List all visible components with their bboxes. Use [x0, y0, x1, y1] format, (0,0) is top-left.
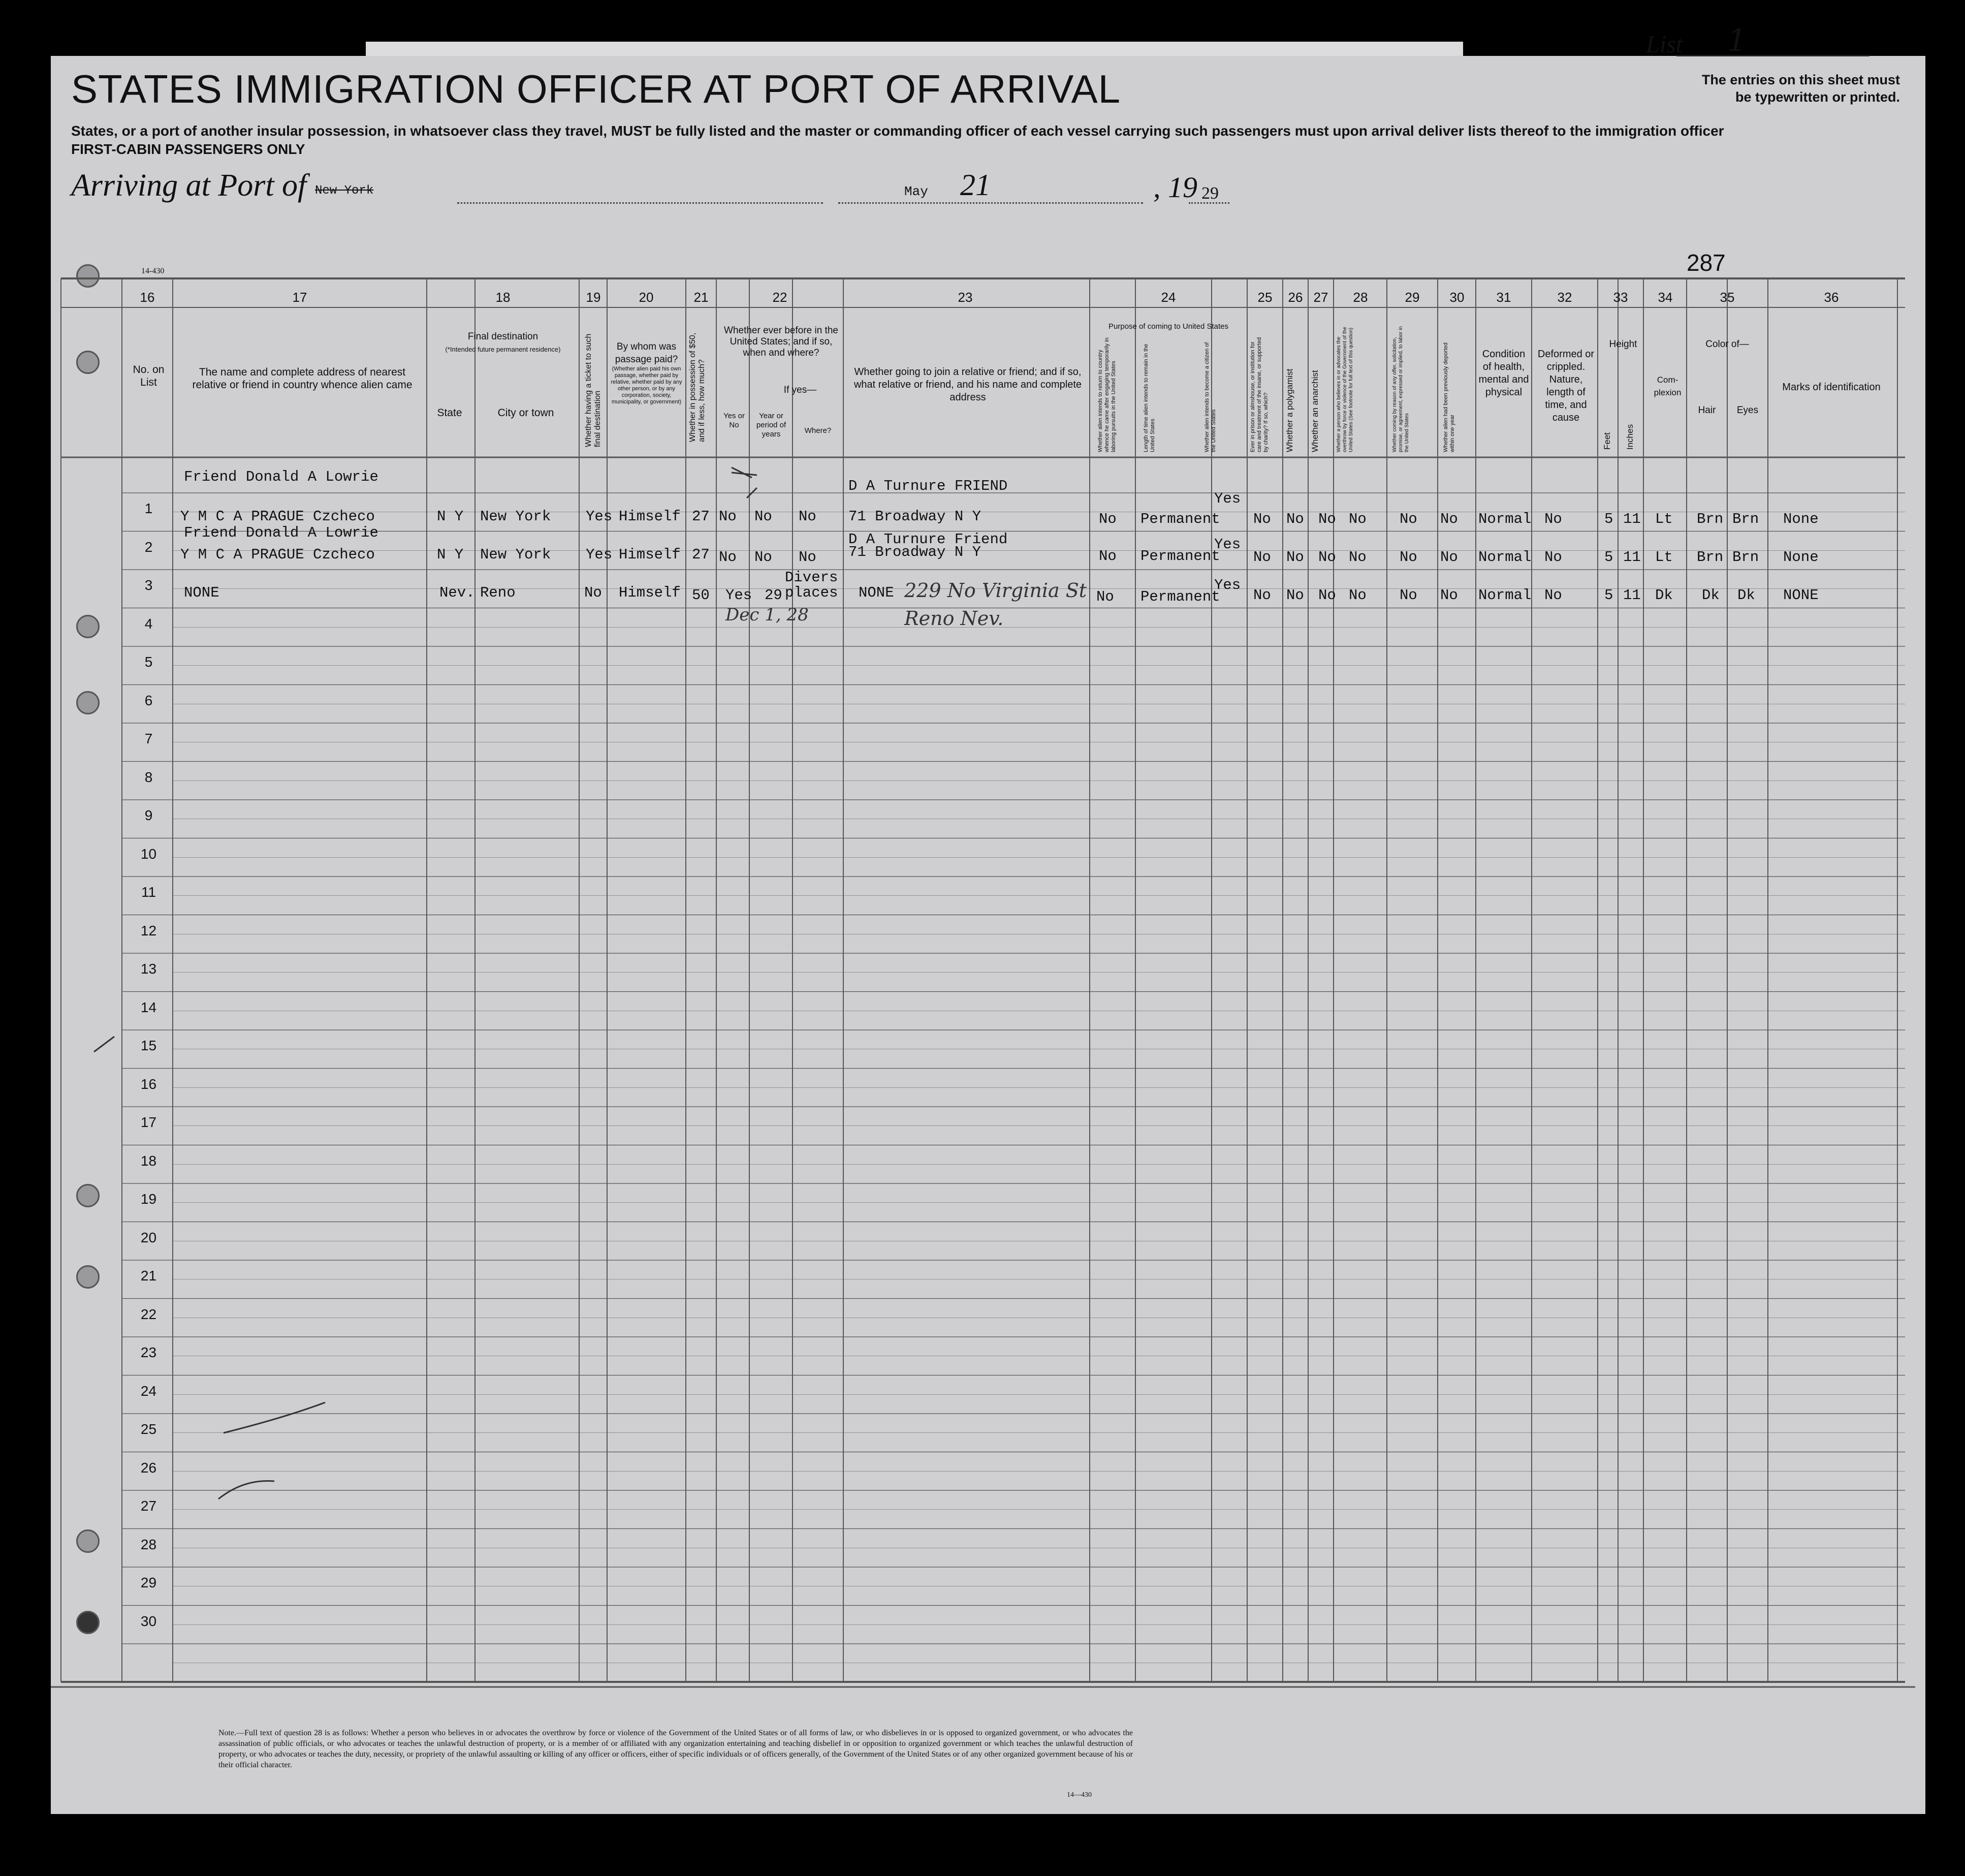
p3-hair: Dk: [1702, 587, 1720, 604]
header-health: Condition of health, mental and physical: [1478, 349, 1529, 398]
arriving-label: Arriving at Port of: [71, 168, 307, 203]
p2-length: Permanent: [1140, 548, 1220, 565]
punch-hole: [76, 1265, 100, 1289]
header-year-period: Year or period of years: [756, 412, 786, 439]
p2-anarchist: No: [1318, 549, 1336, 566]
row-number: 18: [140, 1152, 157, 1169]
sheet-number: 287: [1687, 249, 1726, 276]
arrival-year-prefix: , 19: [1153, 171, 1197, 204]
port-line: [457, 202, 823, 204]
row-number: 1: [144, 501, 153, 516]
p1-deformed: No: [1544, 511, 1562, 527]
p1-city: New York: [480, 508, 551, 525]
p3-complexion: Dk: [1655, 587, 1673, 604]
row-number: 9: [144, 807, 153, 823]
p1-health: Normal: [1478, 511, 1532, 527]
p1-col29: No: [1400, 511, 1417, 527]
p1-anarchist: No: [1318, 511, 1336, 527]
row-number: 2: [144, 539, 153, 555]
p1-col30: No: [1440, 511, 1458, 527]
typewritten-note: The entries on this sheet must be typewritten or printed.: [1701, 72, 1900, 105]
p2-deformed: No: [1544, 549, 1562, 566]
list-label: List: [1646, 31, 1683, 58]
row-number: 5: [144, 654, 153, 670]
header-polygamist: Whether a polygamist: [1285, 368, 1294, 452]
header-city: City or town: [497, 407, 554, 419]
punch-hole: [76, 691, 100, 714]
punch-hole: [76, 351, 100, 374]
header-col28: Whether a person who believes in or advocates the overthrow by force or violence of the Government of the United States (See footnote for full text of this question): [1336, 327, 1354, 452]
p3-health: Normal: [1478, 587, 1532, 604]
column-number: 24: [1161, 290, 1176, 305]
p1-relative-line1: Friend Donald A Lowrie: [184, 468, 378, 485]
column-number: 23: [958, 290, 973, 305]
p3-city: Reno: [480, 584, 516, 601]
p1-prison: No: [1253, 511, 1271, 527]
p1-hair: Brn: [1697, 511, 1724, 527]
p2-money: 27: [692, 546, 710, 563]
column-number: 27: [1313, 290, 1328, 305]
header-money: Whether in possession of $50, and if less, how much?: [688, 332, 706, 442]
column-number: 26: [1288, 290, 1303, 305]
p2-paid-by: Himself: [619, 546, 681, 563]
p1-polygamist: No: [1286, 511, 1304, 527]
row-number: 22: [140, 1306, 157, 1322]
header-purpose-return: Whether alien intends to return to country whence he came after engaging temporarily in laboring pursuits in the United States: [1097, 337, 1117, 452]
punch-hole: [76, 1611, 100, 1634]
row-number: 10: [140, 846, 157, 862]
row-number: 16: [140, 1076, 157, 1092]
p2-hair: Brn: [1697, 549, 1724, 566]
column-number: 16: [140, 290, 155, 305]
header-inches: Inches: [1625, 424, 1635, 450]
row-number: 3: [144, 577, 153, 593]
row-number: 11: [141, 884, 156, 900]
p2-where: No: [799, 549, 816, 566]
header-state: State: [437, 407, 462, 419]
row-number: 12: [140, 922, 157, 939]
p2-feet: 5: [1604, 549, 1613, 566]
arrival-month: May: [904, 184, 928, 199]
column-number: 33: [1613, 290, 1628, 305]
p1-inches: 11: [1623, 511, 1641, 527]
p2-before: No: [719, 549, 737, 566]
row-number: 30: [140, 1613, 157, 1629]
row-number: 29: [140, 1575, 157, 1590]
p2-polygamist: No: [1286, 549, 1304, 566]
p1-relative-line2: Y M C A PRAGUE Czcheco: [180, 508, 375, 525]
handwritten-date: Dec 1, 28: [725, 605, 809, 625]
p3-col29: No: [1400, 587, 1417, 604]
header-hair: Hair: [1698, 405, 1716, 416]
p3-where-line1: Divers: [785, 569, 838, 586]
row-number: 7: [144, 731, 153, 746]
footnote-question-28: Note.—Full text of question 28 is as follows: Whether a person who believes in or advocates the overthrow by force or violence of the Government of the United States or of all forms of law, or who disbelieves in or is opposed to organized government, or who advocates the assassination of public officials, or who advocates or teaches the unlawful destruction of property, or is a member of or affiliated with any organization entertaining and teaching disbelief in or opposition to organized government or which teaches the unlawful destruction of property, or who advocates or teaches the duty, necessity, or propriety of the unlawful assaulting or killing of any officer or officers, either of specific individuals or of officers generally, of the Government of the United States or of any other organized government because of his or their official character.: [218, 1729, 1133, 1769]
p1-citizen: Yes: [1214, 490, 1241, 507]
header-relative-address: The name and complete address of nearest relative or friend in country whence alien came: [192, 366, 413, 391]
p2-relative-line1: Friend Donald A Lowrie: [184, 524, 378, 541]
column-number: 30: [1449, 290, 1465, 305]
handwritten-address-1: 229 No Virginia St: [904, 579, 1087, 602]
date-line: [838, 202, 1143, 204]
p1-where: No: [799, 508, 816, 525]
p3-ticket: No: [584, 584, 602, 601]
p2-health: Normal: [1478, 549, 1532, 566]
p3-marks: NONE: [1783, 587, 1819, 604]
p2-eyes: Brn: [1732, 549, 1759, 566]
p2-col29: No: [1400, 549, 1417, 566]
list-value: 1: [1727, 23, 1747, 58]
header-color-of: Color of—: [1705, 339, 1749, 350]
footer-form-code: 14—430: [1067, 1791, 1092, 1799]
header-ticket: Whether having a ticket to such final destination: [584, 333, 602, 447]
row-number: 21: [140, 1268, 157, 1284]
p2-prison: No: [1253, 549, 1271, 566]
p3-col28: No: [1349, 587, 1367, 604]
p3-inches: 11: [1623, 587, 1641, 604]
column-number: 19: [586, 290, 601, 305]
row-number: 19: [140, 1191, 157, 1207]
column-number: 36: [1824, 290, 1839, 305]
punch-hole: [76, 264, 100, 288]
p2-state: N Y: [437, 546, 464, 563]
p1-join-line2: 71 Broadway N Y: [848, 508, 981, 525]
header-final-destination: Final destination (*Intended future permanent residence): [445, 331, 561, 353]
p1-col28: No: [1349, 511, 1367, 527]
header-anarchist: Whether an anarchist: [1310, 370, 1320, 452]
header-col29: Whether coming by reason of any offer, solicitation, promise, or agreement, expressed or implied, to labor in the United States: [1392, 326, 1410, 452]
p1-feet: 5: [1604, 511, 1613, 527]
row-number: 20: [140, 1229, 157, 1245]
row-number: 6: [144, 692, 153, 708]
row-number: 13: [140, 961, 157, 977]
column-number: 25: [1257, 290, 1273, 305]
p3-period: 29: [765, 587, 782, 604]
p1-state: N Y: [437, 508, 464, 525]
p3-join: NONE: [859, 584, 894, 601]
p1-length: Permanent: [1140, 511, 1220, 527]
column-number: 17: [292, 290, 307, 305]
p3-money: 50: [692, 587, 710, 604]
handwritten-address-2: Reno Nev.: [904, 607, 1004, 630]
row-number: 8: [144, 769, 153, 785]
arrival-year-suffix: 29: [1201, 184, 1219, 203]
header-height: Height: [1609, 339, 1637, 350]
header-before-us: Whether ever before in the United States; and if so, when and where?: [724, 325, 838, 358]
p2-return: No: [1099, 548, 1117, 565]
row-number: 14: [140, 999, 157, 1015]
p3-citizen: Yes: [1214, 577, 1241, 593]
header-where: Where?: [804, 426, 832, 435]
p1-period: No: [754, 508, 772, 525]
p2-city: New York: [480, 546, 551, 563]
p2-citizen: Yes: [1214, 536, 1241, 553]
p3-where-line2: places: [785, 584, 838, 601]
column-number: 29: [1405, 290, 1420, 305]
form-code: 14-430: [141, 267, 165, 275]
header-prison: Ever in prison or almshouse, or institution for care and treatment of the insane, or supported by charity? If so, which?: [1250, 337, 1269, 452]
row-number: 28: [140, 1536, 157, 1552]
header-purpose-citizen: Whether alien intends to become a citizen of the United States: [1204, 342, 1217, 452]
p3-relative: NONE: [184, 584, 219, 601]
manifest-sheet: [51, 56, 1925, 1814]
page-title: STATES IMMIGRATION OFFICER AT PORT OF ARRIVAL: [71, 67, 1121, 111]
p3-state: Nev.: [439, 584, 475, 601]
header-col30: Whether alien had been previously deported within one year: [1443, 342, 1455, 452]
p1-join-line1: D A Turnure FRIEND: [848, 478, 1008, 494]
p1-marks: None: [1783, 511, 1819, 527]
p1-ticket: Yes: [586, 508, 613, 525]
p3-eyes: Dk: [1737, 587, 1755, 604]
header-join-relative: Whether going to join a relative or friend; and if so, what relative or friend, and his name and complete address: [853, 366, 1082, 403]
column-number: 21: [693, 290, 709, 305]
p1-eyes: Brn: [1732, 511, 1759, 527]
header-purpose-length: Length of time alien intends to remain in the United States: [1143, 343, 1156, 452]
p3-anarchist: No: [1318, 587, 1336, 604]
p1-money: 27: [692, 508, 710, 525]
column-number: 20: [639, 290, 654, 305]
p2-join-line1: D A Turnure Friend: [848, 531, 1008, 548]
p3-col30: No: [1440, 587, 1458, 604]
punch-hole: [76, 1184, 100, 1207]
p1-complexion: Lt: [1655, 511, 1673, 527]
p3-deformed: No: [1544, 587, 1562, 604]
p3-feet: 5: [1604, 587, 1613, 604]
header-marks: Marks of identification: [1782, 382, 1881, 393]
punch-hole: [76, 615, 100, 638]
column-number: 32: [1557, 290, 1572, 305]
p2-marks: None: [1783, 549, 1819, 566]
p2-ticket: Yes: [586, 546, 613, 563]
column-number: 34: [1658, 290, 1673, 305]
row-number: 26: [140, 1459, 157, 1476]
row-number: 17: [140, 1114, 157, 1130]
p1-return: No: [1099, 511, 1117, 527]
p3-prison: No: [1253, 587, 1271, 604]
p1-paid-by: Himself: [619, 508, 681, 525]
arrival-port: New York: [315, 184, 374, 198]
column-number: 28: [1353, 290, 1368, 305]
p3-length: Permanent: [1140, 588, 1220, 605]
p2-complexion: Lt: [1655, 549, 1673, 566]
row-number: 4: [144, 615, 153, 632]
column-number: 18: [495, 290, 511, 305]
row-number: 24: [140, 1383, 157, 1399]
column-number: 22: [772, 290, 787, 305]
p3-before: Yes: [725, 587, 752, 604]
row-number: 15: [140, 1038, 157, 1053]
p2-inches: 11: [1623, 549, 1641, 566]
p3-paid-by: Himself: [619, 584, 681, 601]
p3-polygamist: No: [1286, 587, 1304, 604]
row-number: 27: [140, 1498, 157, 1514]
header-if-yes: If yes—: [783, 385, 817, 395]
header-complexion: Com- plexion: [1654, 375, 1682, 397]
row-number: 25: [140, 1421, 157, 1437]
header-passage-paid: By whom was passage paid? (Whether alien paid his own passage, whether paid by relative, whether paid by any other person, or by any corporation, society, municipality, or government): [611, 341, 682, 405]
punch-hole: [76, 1529, 100, 1553]
p2-join-line2: 71 Broadway N Y: [848, 544, 981, 560]
p2-col28: No: [1349, 549, 1367, 566]
column-number: 31: [1496, 290, 1511, 305]
p3-return: No: [1096, 588, 1114, 605]
p2-relative-line2: Y M C A PRAGUE Czcheco: [180, 546, 375, 563]
header-no-on-list: No. on List: [133, 364, 165, 388]
header-yes-no: Yes or No: [723, 412, 745, 429]
row-number: 23: [140, 1345, 157, 1360]
p2-period: No: [754, 549, 772, 566]
form-subtitle: States, or a port of another insular possession, in whatsoever class they travel, MUST be fully listed and the master or commanding officer of each vessel carrying such passengers must upon arrival deliver lists thereof to the immigration officer FIRST-CABIN PASSENGERS ONLY: [71, 123, 1724, 157]
p2-col30: No: [1440, 549, 1458, 566]
column-number: 35: [1720, 290, 1735, 305]
header-feet: Feet: [1602, 432, 1612, 450]
header-eyes: Eyes: [1736, 405, 1759, 416]
arrival-day: 21: [960, 168, 991, 202]
header-purpose: Purpose of coming to United States: [1108, 322, 1228, 331]
list-underline: [1676, 55, 1869, 56]
p1-before: No: [719, 508, 737, 525]
header-deformed: Deformed or crippled. Nature, length of time, and cause: [1537, 349, 1595, 423]
